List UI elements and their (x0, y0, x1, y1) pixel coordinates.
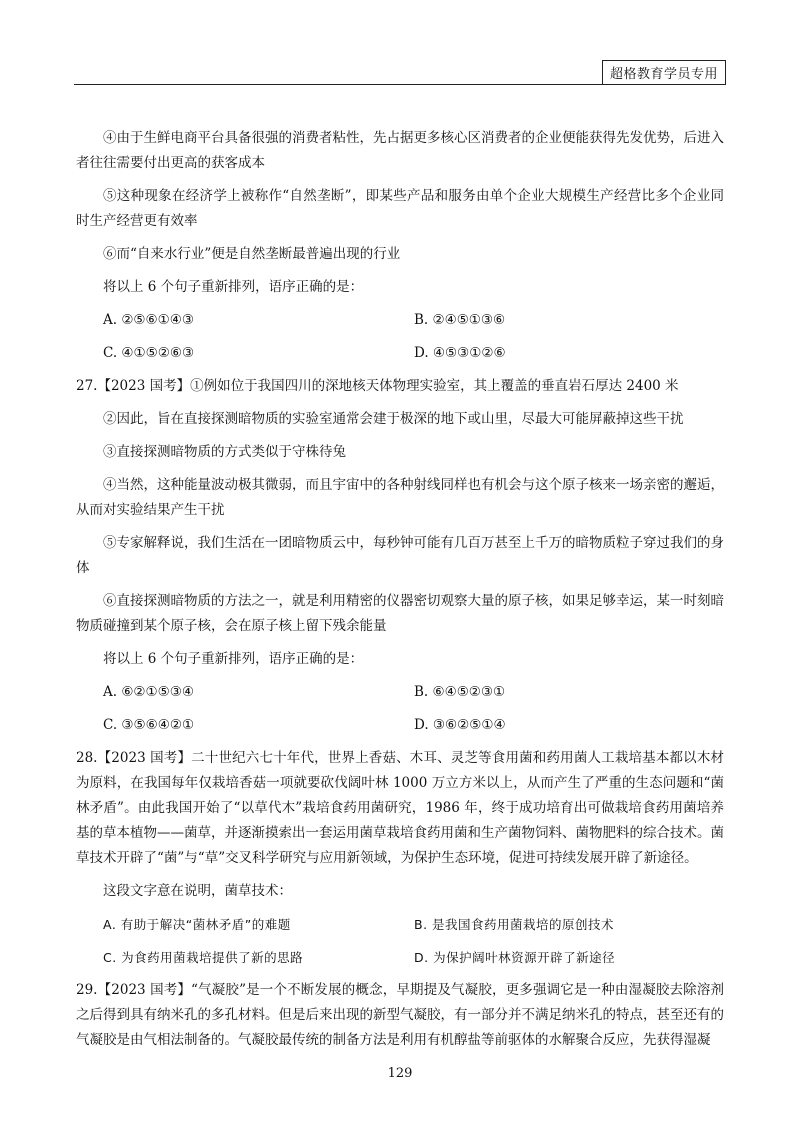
q28-option-c[interactable]: C. 为食药用菌栽培提供了新的思路 (103, 950, 304, 965)
q28-option-b[interactable]: B. 是我国食药用菌栽培的原创技术 (414, 917, 615, 932)
q26-sentence-4: ④由于生鲜电商平台具备很强的消费者粘性，先占据更多核心区消费者的企业便能获得先发优势，后进入者往往需要付出更高的获客成本 (76, 130, 724, 171)
q26-sentence-6: ⑥而“自来水行业”便是自然垄断最普遍出现的行业 (103, 246, 401, 262)
q27-options (76, 680, 724, 738)
q28-option-d[interactable]: D. 为保护阔叶林资源开辟了新途径 (414, 950, 616, 965)
q28-options (76, 912, 724, 970)
q27-sentence-3: ③直接探测暗物质的方式类似于守株待兔 (103, 444, 346, 460)
q26-option-a[interactable]: A. ②⑤⑥①④③ (103, 312, 194, 328)
q27-prompt: 将以上 6 个句子重新排列，语序正确的是： (103, 651, 364, 667)
header-divider (74, 84, 726, 85)
q27-sentence-1: 27.【2023 国考】①例如位于我国四川的深地核天体物理实验室，其上覆盖的垂直岩石厚达 2400 米 (76, 378, 679, 394)
q26-option-b[interactable]: B. ②④⑤①③⑥ (414, 312, 506, 328)
page-number: 129 (387, 1066, 413, 1081)
q27-option-c[interactable]: C. ③⑤⑥④②① (103, 717, 195, 733)
q27-option-a[interactable]: A. ⑥②①⑤③④ (103, 684, 194, 700)
q28-passage: 28.【2023 国考】二十世纪六七十年代，世界上香菇、木耳、灵芝等食用菌和药用菌人工栽培基本都以木材为原料，在我国每年仅栽培香菇一项就要砍伐阔叶林 1000 万立方米以上，从而产生了严重的生态问题和“菌林矛盾”。由此我国开始了“以草代木”栽培食药用菌研究，1986 年，终于成功培育出可做栽培食药用菌培养基的草本植物——菌草，并逐渐摸索出一套运用菌草栽培食药用菌和生产菌物饲料、菌物肥料的综合技术。菌草技术开辟了“菌”与“草”交叉科学研究与应用新领域，为保护生态环境，促进可持续发展开辟了新途径。 (76, 750, 724, 866)
q28-option-a[interactable]: A. 有助于解决“菌林矛盾”的难题 (103, 917, 291, 932)
q27-sentence-4: ④当然，这种能量波动极其微弱，而且宇宙中的各种射线同样也有机会与这个原子核来一场亲密的邂逅，从而对实验结果产生干扰 (76, 477, 724, 518)
q26-options (76, 308, 724, 366)
q29-passage: 29.【2023 国考】“气凝胶”是一个不断发展的概念，早期提及气凝胶，更多强调它是一种由湿凝胶去除溶剂之后得到具有纳米孔的多孔材料。但是后来出现的新型气凝胶，有一部分并不满足纳米孔的特点，甚至还有的气凝胶是由气相法制备的。气凝胶最传统的制备方法是利用有机醇盐等前驱体的水解聚合反应，先获得湿凝 (76, 982, 724, 1048)
q27-sentence-5: ⑤专家解释说，我们生活在一团暗物质云中，每秒钟可能有几百万甚至上千万的暗物质粒子穿过我们的身体 (76, 535, 724, 576)
header-badge: 超格教育学员专用 (602, 60, 726, 85)
q28-prompt: 这段文字意在说明，菌草技术： (103, 883, 292, 899)
q26-option-c[interactable]: C. ④①⑤②⑥③ (103, 345, 195, 361)
q27-sentence-6: ⑥直接探测暗物质的方法之一，就是利用精密的仪器密切观察大量的原子核，如果足够幸运，某一时刻暗物质碰撞到某个原子核，会在原子核上留下残余能量 (76, 593, 724, 634)
q27-option-d[interactable]: D. ③⑥②⑤①④ (414, 717, 506, 733)
q27-option-b[interactable]: B. ⑥④⑤②③① (414, 684, 506, 700)
q26-prompt: 将以上 6 个句子重新排列，语序正确的是： (103, 279, 364, 295)
q26-option-d[interactable]: D. ④⑤③①②⑥ (414, 345, 506, 361)
page-content (76, 126, 724, 1061)
q27-sentence-2: ②因此，旨在直接探测暗物质的实验室通常会建于极深的地下或山里，尽最大可能屏蔽掉这些干扰 (103, 411, 684, 427)
q26-sentence-5: ⑤这种现象在经济学上被称作“自然垄断”，即某些产品和服务由单个企业大规模生产经营比多个企业同时生产经营更有效率 (76, 188, 724, 229)
